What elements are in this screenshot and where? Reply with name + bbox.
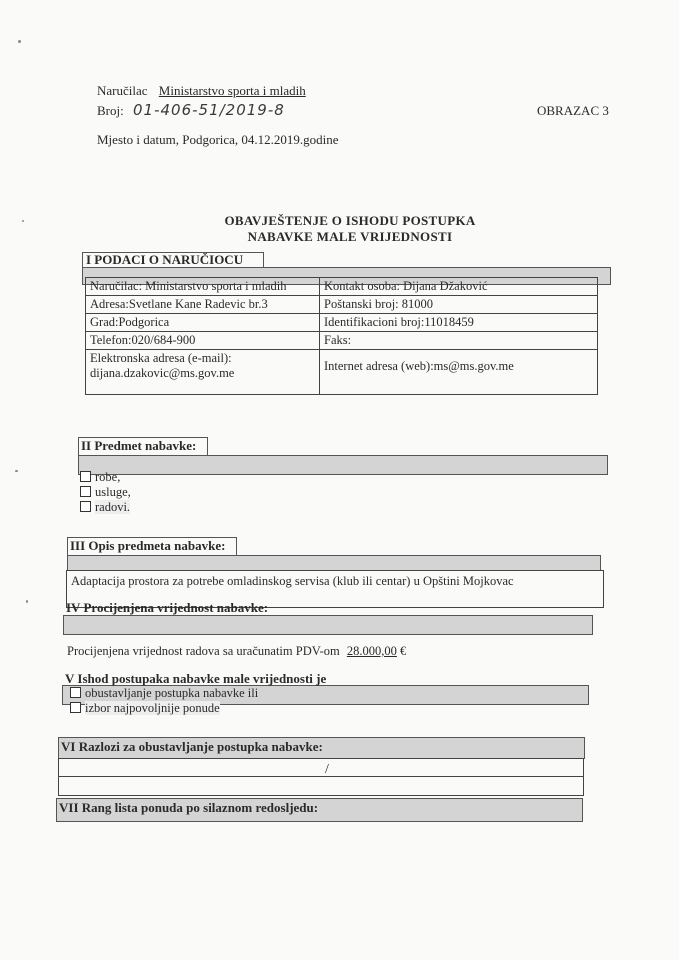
table-cell: Identifikacioni broj:11018459 bbox=[320, 314, 598, 332]
section-4-heading-bar bbox=[63, 600, 591, 636]
predmet-options bbox=[80, 470, 131, 515]
table-row bbox=[86, 350, 598, 395]
table-cell: Poštanski broj: 81000 bbox=[320, 296, 598, 314]
table-cell: Adresa:Svetlane Kane Radevic br.3 bbox=[86, 296, 320, 314]
table-row bbox=[86, 296, 598, 314]
section-4-heading: IV Procijenjena vrijednost nabavke: bbox=[66, 600, 269, 615]
option-label: robe, bbox=[95, 470, 121, 484]
option-label: usluge, bbox=[95, 485, 131, 499]
option-label: izbor najpovoljnije ponude bbox=[85, 701, 220, 715]
narucilac-value: Ministarstvo sporta i mladih bbox=[158, 83, 306, 98]
section-7-heading: VII Rang lista ponuda po silaznom redosljedu: bbox=[59, 800, 319, 815]
procijenjena-vrijednost-line bbox=[67, 644, 406, 659]
checkbox-icon[interactable] bbox=[80, 501, 91, 512]
narucilac-line bbox=[97, 83, 306, 99]
option-label: radovi. bbox=[95, 500, 131, 514]
document-title bbox=[180, 213, 520, 245]
email-cell bbox=[86, 350, 320, 395]
option-label: obustavljanje postupka nabavke ili bbox=[85, 686, 259, 700]
section-5-heading: V Ishod postupaka nabavke male vrijednosti je bbox=[65, 671, 327, 686]
mjesto-datum: Mjesto i datum, Podgorica, 04.12.2019.godine bbox=[97, 132, 339, 147]
opis-predmeta-text: Adaptacija prostora za potrebe omladinskog servisa (klub ili centar) u Opštini Mojkovac bbox=[71, 574, 514, 588]
section-7-heading-bar bbox=[56, 796, 581, 826]
option-radovi[interactable] bbox=[80, 500, 131, 515]
table-row bbox=[86, 332, 598, 350]
web-value: Internet adresa (web):ms@ms.gov.me bbox=[324, 359, 514, 373]
option-obustavljanje[interactable] bbox=[70, 686, 258, 701]
scan-speck bbox=[22, 220, 24, 222]
table-cell: Kontakt osoba: Dijana Džaković bbox=[320, 278, 598, 296]
section-6-heading: VI Razlozi za obustavljanje postupka nabavke: bbox=[61, 739, 323, 754]
table-cell: Faks: bbox=[320, 332, 598, 350]
email-label: Elektronska adresa (e-mail): bbox=[90, 351, 232, 365]
checkbox-icon[interactable] bbox=[80, 471, 91, 482]
section-2-heading: II Predmet nabavke: bbox=[81, 438, 197, 453]
ishod-options bbox=[70, 686, 258, 716]
table-row bbox=[86, 278, 598, 296]
section-2-heading-bar bbox=[78, 437, 606, 477]
option-usluge[interactable] bbox=[80, 485, 131, 500]
razlozi-mark: / bbox=[325, 762, 329, 777]
broj-line bbox=[97, 102, 285, 119]
table-row bbox=[86, 314, 598, 332]
table-cell: Naručilac: Ministarstvo sporta i mladih bbox=[86, 278, 320, 296]
section-3-heading: III Opis predmeta nabavke: bbox=[70, 538, 226, 553]
email-value: dijana.dzakovic@ms.gov.me bbox=[90, 366, 235, 380]
scan-speck bbox=[15, 470, 18, 472]
vrijednost-amount: 28.000,00 bbox=[346, 644, 397, 658]
title-line-1: OBAVJEŠTENJE O ISHODU POSTUPKA bbox=[224, 213, 476, 228]
scan-speck bbox=[18, 40, 21, 43]
table-cell: Grad:Podgorica bbox=[86, 314, 320, 332]
narucilac-label: Naručilac bbox=[97, 83, 148, 98]
checkbox-icon[interactable] bbox=[70, 687, 81, 698]
option-izbor[interactable] bbox=[70, 701, 258, 716]
razlozi-box bbox=[58, 758, 584, 796]
title-line-2: NABAVKE MALE VRIJEDNOSTI bbox=[247, 229, 453, 244]
option-robe[interactable] bbox=[80, 470, 131, 485]
section-1-heading: I PODACI O NARUČIOCU bbox=[86, 252, 244, 267]
table-cell: Telefon:020/684-900 bbox=[86, 332, 320, 350]
narucilac-info-table bbox=[85, 277, 598, 395]
broj-label: Broj: bbox=[97, 103, 124, 118]
vrijednost-currency: € bbox=[400, 644, 407, 658]
checkbox-icon[interactable] bbox=[80, 486, 91, 497]
checkbox-icon[interactable] bbox=[70, 702, 81, 713]
form-code: OBRAZAC 3 bbox=[537, 103, 609, 118]
web-cell bbox=[320, 350, 598, 395]
scan-speck bbox=[26, 600, 28, 603]
broj-handwritten-value: 01-406-51/2019-8 bbox=[132, 101, 285, 119]
vrijednost-text: Procijenjena vrijednost radova sa uračunatim PDV-om bbox=[67, 644, 340, 658]
